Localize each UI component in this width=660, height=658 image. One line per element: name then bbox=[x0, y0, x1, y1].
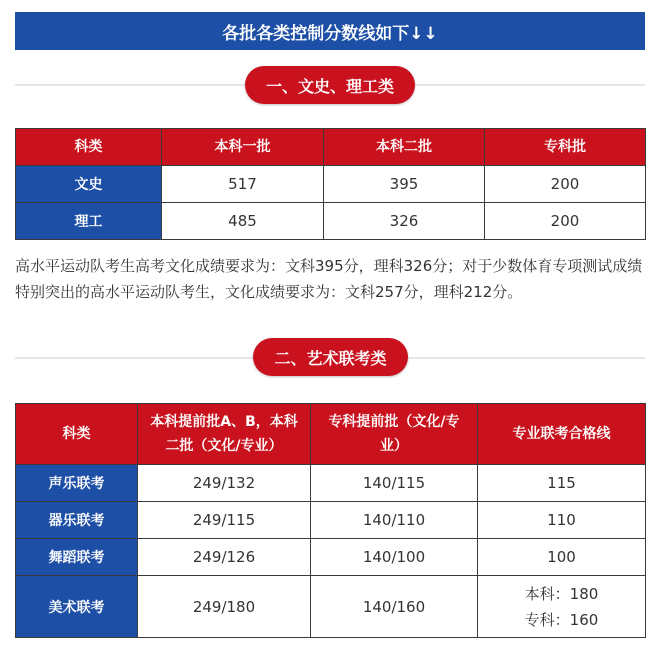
cell-value: 140/115 bbox=[311, 465, 478, 502]
cell-value: 200 bbox=[485, 203, 646, 240]
cell-value: 200 bbox=[485, 166, 646, 203]
cell-value-split bbox=[478, 576, 646, 638]
row-label: 文史 bbox=[16, 166, 162, 203]
row-label: 声乐联考 bbox=[16, 465, 138, 502]
section1-header-row bbox=[16, 129, 646, 166]
header-qualifying-line: 专业联考合格线 bbox=[478, 404, 646, 465]
table-row bbox=[16, 203, 646, 240]
cell-value: 115 bbox=[478, 465, 646, 502]
cell-value: 249/126 bbox=[138, 539, 311, 576]
section1-table bbox=[15, 128, 646, 240]
header-category: 科类 bbox=[16, 404, 138, 465]
section2-header-row bbox=[16, 404, 646, 465]
section1-title: 一、文史、理工类 bbox=[245, 66, 415, 104]
row-label: 美术联考 bbox=[16, 576, 138, 638]
cell-value: 249/180 bbox=[138, 576, 311, 638]
table-row bbox=[16, 539, 646, 576]
cell-value: 140/110 bbox=[311, 502, 478, 539]
cell-value: 249/115 bbox=[138, 502, 311, 539]
cell-value: 326 bbox=[324, 203, 485, 240]
table-row bbox=[16, 576, 646, 638]
table-row bbox=[16, 166, 646, 203]
row-label: 理工 bbox=[16, 203, 162, 240]
table-row bbox=[16, 465, 646, 502]
section2-table bbox=[15, 403, 646, 638]
cell-value: 100 bbox=[478, 539, 646, 576]
junior-qualify-line: 专科：160 bbox=[524, 610, 599, 629]
cell-value: 517 bbox=[162, 166, 324, 203]
header-junior: 专科批 bbox=[485, 129, 646, 166]
row-label: 器乐联考 bbox=[16, 502, 138, 539]
cell-value: 110 bbox=[478, 502, 646, 539]
undergrad-qualify-line: 本科：180 bbox=[524, 584, 599, 603]
cell-value: 249/132 bbox=[138, 465, 311, 502]
cell-value: 395 bbox=[324, 166, 485, 203]
section2-title: 二、艺术联考类 bbox=[253, 338, 408, 376]
athlete-requirement-note: 高水平运动队考生高考文化成绩要求为：文科395分，理科326分；对于少数体育专项测试成绩特别突出的高水平运动队考生，文化成绩要求为：文科257分，理科212分。 bbox=[15, 257, 643, 301]
cell-value: 485 bbox=[162, 203, 324, 240]
header-tier2: 本科二批 bbox=[324, 129, 485, 166]
header-early-undergrad: 本科提前批A、B，本科二批（文化/专业） bbox=[138, 404, 311, 465]
page-banner: 各批各类控制分数线如下↓↓ bbox=[15, 12, 645, 50]
header-tier1: 本科一批 bbox=[162, 129, 324, 166]
cell-value: 140/160 bbox=[311, 576, 478, 638]
header-early-junior: 专科提前批（文化/专业） bbox=[311, 404, 478, 465]
header-category: 科类 bbox=[16, 129, 162, 166]
table-row bbox=[16, 502, 646, 539]
row-label: 舞蹈联考 bbox=[16, 539, 138, 576]
cell-value: 140/100 bbox=[311, 539, 478, 576]
